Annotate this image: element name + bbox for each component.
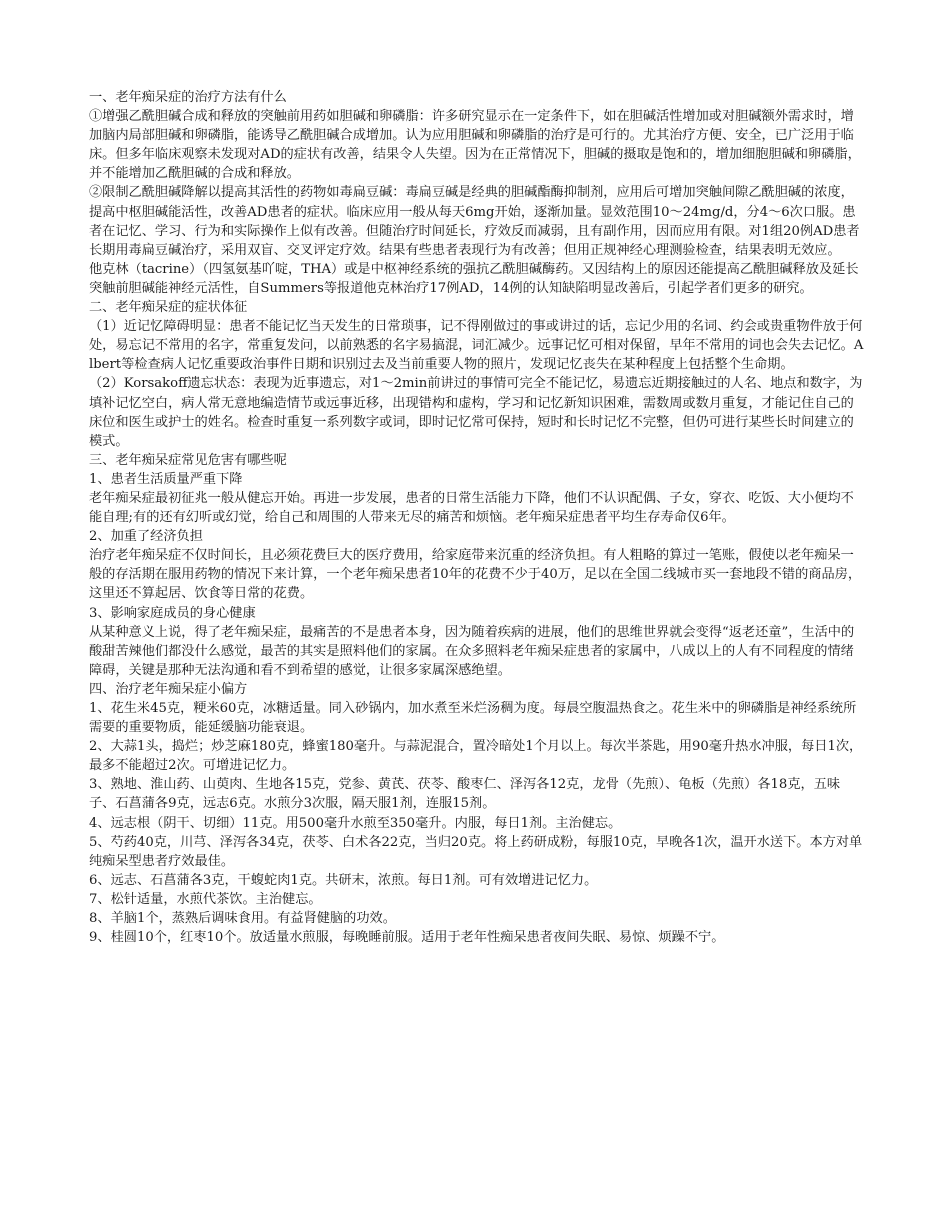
paragraph: 治疗老年痴呆症不仅时间长，且必须花费巨大的医疗费用，给家庭带来沉重的经济负担。有人粗略的算过一笔账，假使以老年痴呆一般的存活期在服用药物的情况下来计算，一个老年痴呆患者10年的花费不少于40万，足以在全国二线城市买一套地段不错的商品房，这里还不算起居、饮食等日常的花费。: [89, 548, 862, 602]
paragraph: ②限制乙酰胆碱降解以提高其活性的药物如毒扁豆碱：毒扁豆碱是经典的胆碱酯酶抑制剂，应用后可增加突触间隙乙酰胆碱的浓度，提高中枢胆碱能活性，改善AD患者的症状。临床应用一般从每天6mg开始，逐渐加量。显效范围10～24mg/d，分4～6次口服。患者在记忆、学习、行为和实际操作上似有改善。但随治疗时间延长，疗效反而减弱，且有副作用，因而应用有限。对1组20例AD患者长期用毒扁豆碱治疗，采用双盲、交叉评定疗效。结果有些患者表现行为有改善；但用正规神经心理测验检查，结果表明无效应。: [89, 185, 860, 258]
section-heading: 三、老年痴呆症常见危害有哪些呢: [89, 452, 287, 468]
remedy-item: 8、羊脑1个，蒸熟后调味食用。有益肾健脑的功效。: [89, 911, 396, 927]
paragraph: （2）Korsakoff遗忘状态：表现为近事遗忘，对1～2min前讲过的事情可完全不能记忆，易遗忘近期接触过的人名、地点和数字，为填补记忆空白，病人常无意地编造情节或远事近移，出现错构和虚构，学习和记忆新知识困难，需数周或数月重复，才能记住自己的床位和医生或护士的姓名。检查时重复一系列数字或词，即时记忆常可保持，短时和长时记忆不完整，但仍可进行某些长时间建立的模式。: [89, 376, 863, 449]
document-body: [89, 88, 864, 947]
remedy-item: 3、熟地、淮山药、山萸肉、生地各15克，党参、黄芪、茯苓、酸枣仁、泽泻各12克，龙骨（先煎）、龟板（先煎）各18克，五味子、石菖蒲各9克，远志6克。水煎分3次服，隔天服1剂，连服15剂。: [89, 777, 841, 812]
subheading: 2、加重了经济负担: [89, 529, 203, 545]
subheading: 1、患者生活质量严重下降: [89, 471, 243, 487]
remedy-item: 2、大蒜1头，捣烂；炒芝麻180克，蜂蜜180毫升。与蒜泥混合，置冷暗处1个月以上。每次半茶匙，用90毫升热水冲服，每日1次，最多不能超过2次。可增进记忆力。: [89, 739, 863, 774]
remedy-item: 5、芍药40克，川芎、泽泻各34克，茯苓、白术各22克，当归20克。将上药研成粉，每服10克，早晚各1次，温开水送下。本方对单纯痴呆型患者疗效最佳。: [89, 834, 863, 869]
section-heading: 二、老年痴呆症的症状体征: [89, 300, 248, 316]
remedy-item: 4、远志根（阴干、切细）11克。用500毫升水煎至350毫升。内服，每日1剂。主治健忘。: [89, 815, 622, 831]
remedy-item: 9、桂圆10个，红枣10个。放适量水煎服，每晚睡前服。适用于老年性痴呆患者夜间失眠、易惊、烦躁不宁。: [89, 930, 725, 946]
paragraph: 老年痴呆症最初征兆一般从健忘开始。再进一步发展，患者的日常生活能力下降，他们不认识配偶、子女，穿衣、吃饭、大小便均不能自理;有的还有幻听或幻觉，给自己和周围的人带来无尽的痛苦和烦恼。老年痴呆症患者平均生存寿命仅6年。: [89, 490, 854, 526]
paragraph: ①增强乙酰胆碱合成和释放的突触前用药如胆碱和卵磷脂：许多研究显示在一定条件下，如在胆碱活性增加或对胆碱额外需求时，增加脑内局部胆碱和卵磷脂，能诱导乙酰胆碱合成增加。认为应用胆碱和卵磷脂的治疗是可行的。尤其治疗方便、安全，已广泛用于临床。但多年临床观察未发现对AD的症状有改善，结果令人失望。因为在正常情况下，胆碱的摄取是饱和的，增加细胞胆碱和卵磷脂，并不能增加乙酰胆碱的合成和释放。: [89, 109, 861, 182]
subheading: 3、影响家庭成员的身心健康: [89, 605, 256, 621]
paragraph: 他克林（tacrine）（四氢氨基吖啶，THA）或是中枢神经系统的强抗乙酰胆碱酶药。又因结构上的原因还能提高乙酰胆碱释放及延长突触前胆碱能神经元活性，自Summers等报道他克林治疗17例AD，14例的认知缺陷明显改善后，引起学者们更多的研究。: [89, 261, 859, 296]
section-heading: 四、治疗老年痴呆症小偏方: [89, 681, 248, 697]
remedy-item: 1、花生米45克，粳米60克，冰糖适量。同入砂锅内，加水煮至米烂汤稠为度。每晨空腹温热食之。花生米中的卵磷脂是神经系统所需要的重要物质，能延缓脑功能衰退。: [89, 701, 857, 736]
section-heading: 一、老年痴呆症的治疗方法有什么: [89, 90, 287, 105]
paragraph: （1）近记忆障碍明显：患者不能记忆当天发生的日常琐事，记不得刚做过的事或讲过的话，忘记少用的名词、约会或贵重物件放于何处，易忘记不常用的名字，常重复发问，以前熟悉的名字易搞混，词汇减少。远事记忆可相对保留，早年不常用的词也会失去记忆。Albert等检查病人记忆重要政治事件日期和识别过去及当前重要人物的照片，发现记忆丧失在某种程度上包括整个生命期。: [89, 319, 864, 373]
paragraph: 从某种意义上说，得了老年痴呆症，最痛苦的不是患者本身，因为随着疾病的进展，他们的思维世界就会变得“返老还童”，生活中的酸甜苦辣他们都没什么感觉，最苦的其实是照料他们的家属。在众多照料老年痴呆症患者的家属中，八成以上的人有不同程度的情绪障碍，关键是那种无法沟通和看不到希望的感觉，让很多家属深感绝望。: [89, 624, 855, 678]
remedy-item: 7、松针适量，水煎代茶饮。主治健忘。: [89, 891, 322, 907]
remedy-item: 6、远志、石菖蒲各3克，干蝮蛇肉1克。共研末，浓煎。每日1剂。可有效增进记忆力。: [89, 872, 598, 888]
